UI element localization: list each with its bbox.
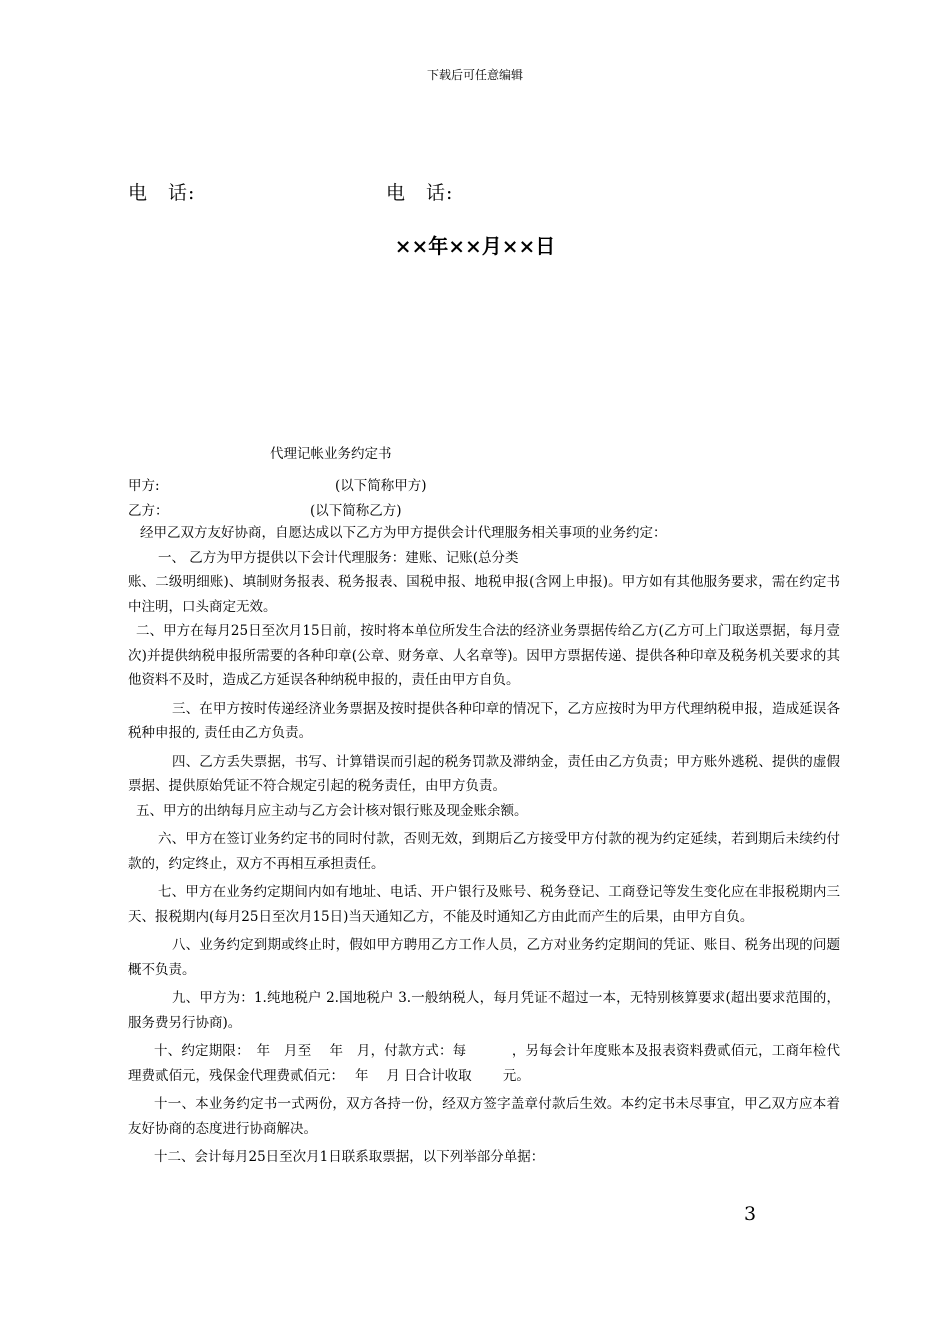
clause-4: 四、乙方丢失票据，书写、计算错误而引起的税务罚款及滞纳金，责任由乙方负责；甲方账外逃税、提供的虚假票据、提供原始凭证不符合规定引起的税务责任，由甲方负责。 [128,753,840,794]
clause-6: 六、甲方在签订业务约定书的同时付款，否则无效，到期后乙方接受甲方付款的视为约定延续，若到期后未续约付款的，约定终止，双方不再相互承担责任。 [128,831,840,872]
clause-10: 十、约定期限： 年 月至 年 月，付款方式：每 ，另每会计年度账本及报表资料费贰佰元，工商年检代理费贰佰元，残保金代理费贰佰元： 年 月 日合计收取 元。 [128,1043,840,1084]
party-a-note: (以下简称甲方) [335,478,427,494]
document-title: 代理记帐业务约定书 [270,446,392,462]
clause-9: 九、甲方为：1.纯地税户 2.国地税户 3.一般纳税人，每月凭证不超过一本，无特别核算要求(超出要求范围的，服务费另行协商)。 [128,990,840,1031]
clause-3: 三、在甲方按时传递经济业务票据及按时提供各种印章的情况下，乙方应按时为甲方代理纳税申报，造成延误各税种申报的, 责任由乙方负责。 [128,700,840,741]
contract-body [128,521,840,1170]
party-b-label: 乙方： [128,503,169,519]
clause-5: 五、甲方的出纳每月应主动与乙方会计核对银行账及现金账余额。 [136,802,528,819]
intro-paragraph: 经甲乙双方友好协商，自愿达成以下乙方为甲方提供会计代理服务相关事项的业务约定： [140,525,667,541]
clause-12: 十二、会计每月25日至次月1日联系取票据，以下列举部分单据： [154,1149,545,1165]
clause-1-continuation: 账、二级明细账)、填制财务报表、税务报表、国税申报、地税申报(含网上申报)。甲方如有其他服务要求，需在约定书中注明，口头商定无效。 [128,574,840,615]
clause-8: 八、业务约定到期或终止时，假如甲方聘用乙方工作人员，乙方对业务约定期间的凭证、账目、税务出现的问题概不负责。 [128,937,840,978]
party-a-label: 甲方: [128,478,160,494]
clause-11: 十一、本业务约定书一式两份，双方各持一份，经双方签字盖章付款后生效。本约定书未尽事宜，甲乙双方应本着友好协商的态度进行协商解决。 [128,1096,840,1137]
phone-label-party-a: 电 话: [128,182,196,204]
phone-label-party-b: 电 话: [386,182,454,204]
clause-1-first-line: 一、 乙方为甲方提供以下会计代理服务：建账、记账(总分类 [158,549,519,566]
header-note: 下载后可任意编辑 [426,68,523,82]
signature-date: ××年××月××日 [394,234,556,258]
clause-7: 七、甲方在业务约定期间内如有地址、电话、开户银行及账号、税务登记、工商登记等发生变化应在非报税期内三天、报税期内(每月25日至次月15日)当天通知乙方，不能及时通知乙方由此而产生的后果，由甲方自负。 [128,884,840,925]
party-b-note: (以下简称乙方) [310,503,402,519]
clause-2: 二、甲方在每月25日至次月15日前，按时将本单位所发生合法的经济业务票据传给乙方(乙方可上门取送票据，每月壹次)并提供纳税申报所需要的各种印章(公章、财务章、人名章等)。因甲方票据传递、提供各种印章及税务机关要求的其他资料不及时，造成乙方延误各种纳税申报的，责任由甲方自负。 [128,623,840,688]
page-number: 3 [744,1203,757,1225]
